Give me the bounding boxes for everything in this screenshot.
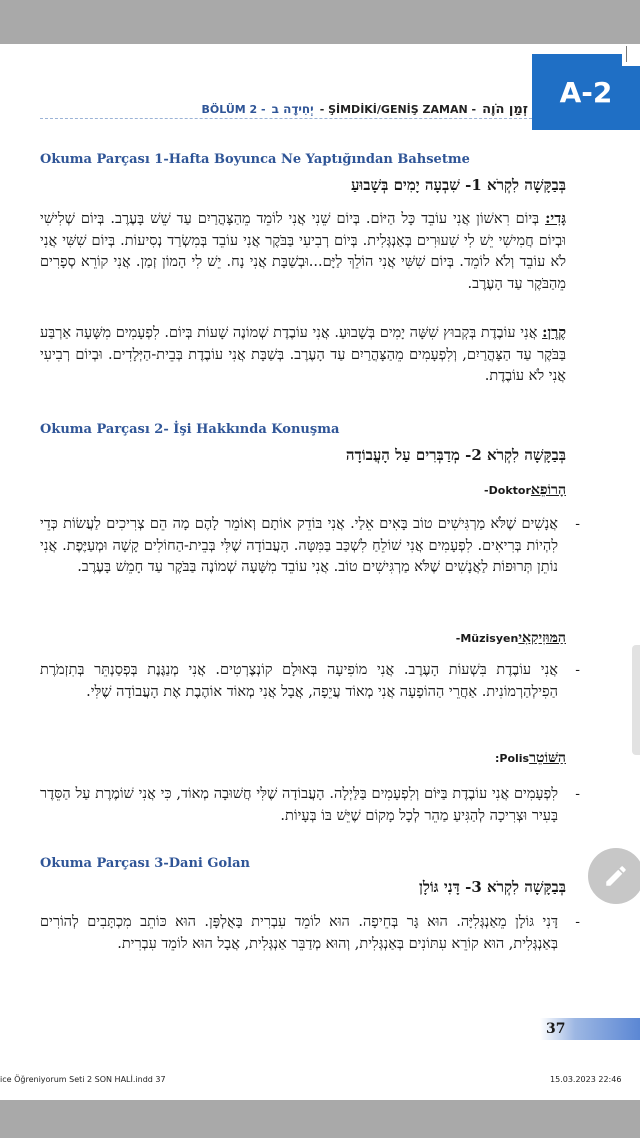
role-doctor-hebrew: הָרוֹפֵא [530, 482, 566, 498]
role-police-tr: Polis: [494, 752, 530, 765]
list-dash: - [575, 662, 580, 678]
page-header [201, 102, 528, 117]
viewer-bottom-bar [0, 1100, 640, 1138]
list-dash: - [575, 786, 580, 802]
list-dash: - [575, 516, 580, 532]
role-police-hebrew: הַשּׁוֹטֵר [529, 750, 566, 766]
musician-item [40, 660, 580, 703]
header-topic-hebrew: זְמַן הֹוֶה [482, 102, 528, 117]
footer-date-time: 15.03.2023 22:46 [550, 1075, 622, 1084]
section3-title: Okuma Parçası 3-Dani Golan [40, 856, 250, 871]
pencil-icon [603, 863, 629, 889]
footer-file-name: ice Öğreniyorum Seti 2 SON HALİ.indd 37 [0, 1075, 166, 1084]
page-number: 37 [546, 1021, 566, 1037]
side-panel-handle[interactable] [632, 645, 640, 755]
speaker-gadi: גָּדִי: [545, 210, 566, 227]
section2-task: בְּבַקָּשָׁה לִקְרֹא 2- מְדַבְּרִים עַל הָעֲבוֹדָה [345, 446, 566, 464]
section1-paragraph-keren [40, 322, 566, 388]
keren-text: אֲנִי עוֹבֶדֶת בְּקְבוּץ שִׁשָּׁה יָמִים בְּשָׁבוּעַ. אֲנִי עוֹבֶדֶת שְׁמוֹנֶה שָׁעוֹת בְּיוֹם. לִפְעָמִים מִשָּׁעָה אַרְבַּע בַּבֹּקֶר עַד הַצָּהֳרַיִם, וְלִפְעָמִים מֵהַצָּהֳרַיִם עַד הָעֶרֶב. בְּשַׁבָּת אֲנִי עוֹבֶדֶת בְּבֵית-הַיְּלָדִים. וּבְיוֹם רְבִיעִי אֲנִי לֹא עוֹבֶדֶת. [40, 325, 566, 384]
section1-paragraph-gadi [40, 208, 566, 295]
header-unit-hebrew: יְחִידָה ב [271, 102, 314, 116]
role-musician-tr: Müzisyen- [455, 632, 519, 645]
section1-title: Okuma Parçası 1-Hafta Boyunca Ne Yaptığından Bahsetme [40, 152, 470, 167]
section2-title: Okuma Parçası 2- İşi Hakkında Konuşma [40, 422, 340, 437]
header-topic-tr: - ŞİMDİKİ/GENİŞ ZAMAN - [319, 103, 477, 116]
police-text: לִפְעָמִים אֲנִי עוֹבֶדֶת בַּיּוֹם וְלִפְעָמִים בַּלַּיְלָה. הָעֲבוֹדָה שֶׁלִּי חֲשׁוּבָה מְאוֹד, כִּי אֲנִי שׁוֹמֶרֶת עַל הַסֵּדֶר בָּעִיר וּצְרִיכָה לְהַגִּיעַ מַהֵר לְכָל מָקוֹם שֶׁיֵּשׁ בּוֹ בְּעָיוֹת. [40, 786, 558, 824]
police-item [40, 784, 580, 827]
section1-task: בְּבַקָּשָׁה לִקְרֹא 1- שִׁבְעָה יָמִים בְּשָׁבוּעַ [350, 176, 566, 194]
edit-fab-button[interactable] [588, 848, 640, 904]
doctor-text: אֲנָשִׁים שֶׁלֹּא מַרְגִּישִׁים טוֹב בָּאִים אֵלַי. אֲנִי בּוֹדֵק אוֹתָם וְאוֹמֵר לָהֶם מָה הֵם צְרִיכִים לַעֲשׂוֹת כְּדֵי לִהְיוֹת בְּרִיאִים. לִפְעָמִים אֲנִי שׁוֹלֵחַ לִשְׁכַּב בַּמִּטָּה. הָעֲבוֹדָה שֶׁלִּי בְּבֵית-הַחוֹלִים קָשָׁה וּמְעַיֶּפֶת. אֲנִי נוֹתֵן תְּרוּפוֹת לַאֲנָשִׁים שֶׁלֹּא מַרְגִּישִׁים טוֹב. אֲנִי עוֹבֵד מִשָּׁעָה שְׁמוֹנֶה בַּבֹּקֶר עַד חָמֵשׁ בָּעֶרֶב. [40, 516, 558, 575]
gadi-text: בְּיוֹם רִאשׁוֹן אֲנִי עוֹבֵד כָּל הַיּוֹם. בְּיוֹם שֵׁנִי אֲנִי לוֹמֵד מֵהַצָּהֳרַיִם עַד שֵׁשׁ בָּעֶרֶב. בְּיוֹם שְׁלִישִׁי וּבְיוֹם חֲמִישִׁי יֵשׁ לִי שִׁעוּרִים בְּאַנְגְּלִית. בְּיוֹם רְבִיעִי בַּבֹּקֶר אֲנִי עוֹבֵד בְּמִשְׂרַד נְסִיעוֹת. בְּיוֹם שִׁשִּׁי אֲנִי לֹא עוֹבֵד וְלֹא לוֹמֵד. בְּיוֹם שִׁשִּׁי אֲנִי הוֹלֵךְ לַיָּם...וּבְשַׁבָּת אֲנִי נָח. יֵשׁ לִי הָמוֹן זְמַן. אֲנִי קוֹרֵא סְפָרִים מֵהַבֹּקֶר עַד הָעֶרֶב. [40, 211, 566, 292]
list-dash: - [575, 914, 580, 930]
role-musician-hebrew: הַמּוּזִיקַאִי [518, 630, 566, 646]
dani-text: דָּנִי גּוֹלָן מֵאַנְגְּלִיָּה. הוּא גָּר בְּחֵיפָה. הוּא לוֹמֵד עִבְרִית בָּאֻלְפָּן. הוּא כּוֹתֵב מִכְתָּבִים לְהוֹרִים בְּאַנְגְּלִית, הוּא קוֹרֵא עִתּוֹנִים בְּאַנְגְּלִית, וְהוּא מְדַבֵּר אַנְגְּלִית, אֲבָל הוּא לוֹמֵד עִבְרִית. [40, 914, 558, 952]
role-musician [456, 630, 566, 647]
header-bolum: BÖLÜM 2 - [201, 103, 266, 116]
dani-item [40, 912, 580, 955]
doctor-item [40, 514, 580, 579]
musician-text: אֲנִי עוֹבֶדֶת בִּשְׁעוֹת הָעֶרֶב. אֲנִי מוֹפִיעָה בְּאוּלָם קוֹנְצֶרְטִים. אֲנִי מְנַגֶּנֶת בְּפְסַנְתֵּר בְּתִזְמֹרֶת הַפִילְהַרְמוֹנִית. אַחֲרֵי הַהוֹפָעָה אֲנִי מְאוֹד עֲיֵפָה, אֲבָל אֲנִי מְאוֹד אוֹהֶבֶת אֶת הָעֲבוֹדָה שֶׁלִּי. [40, 662, 558, 700]
crop-mark-line [626, 46, 635, 62]
role-doctor [484, 482, 566, 499]
role-doctor-tr: Doktor- [484, 484, 531, 497]
header-divider [40, 118, 532, 119]
viewer-top-bar [0, 0, 640, 44]
role-police [495, 750, 566, 767]
unit-badge: A-2 [532, 54, 640, 130]
speaker-keren: קֶרֶן: [542, 324, 566, 341]
section3-task: בְּבַקָּשָׁה לִקְרֹא 3- דָּנִי גּוֹלָן [419, 878, 566, 896]
